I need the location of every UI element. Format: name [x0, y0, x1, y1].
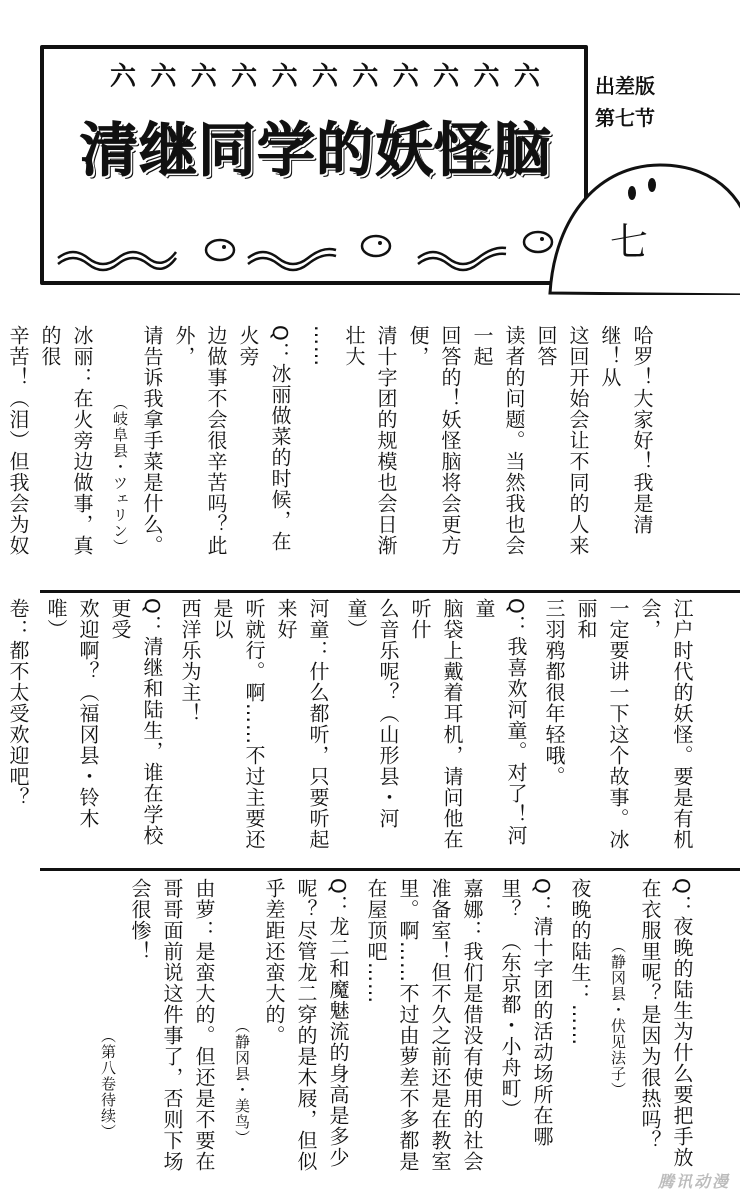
qa-section-1 — [0, 325, 658, 565]
text-column: 哈罗！大家好！我是清继！从 — [598, 325, 654, 535]
chapter-line: 第七节 — [595, 106, 655, 130]
question: Q：清继和陆生，谁在学校更受 — [108, 598, 164, 846]
answer: 听就行。啊……不过主要还是以 — [210, 598, 266, 850]
answer: 三羽鸦都很年轻哦。 — [542, 598, 566, 787]
answer: 西洋乐为主！ — [178, 598, 202, 724]
answer: 夜晚的陆生：…… — [568, 878, 592, 1046]
spacer — [296, 325, 306, 565]
ornament: 六 — [110, 62, 137, 92]
question: 请告诉我拿手菜是什么。 — [140, 325, 164, 556]
question: 呢？尽管龙二穿的是木屐，但似 — [294, 878, 318, 1172]
ornament: 六 — [513, 62, 540, 92]
mascot-mark: 七 — [610, 220, 649, 264]
answer: 河童：什么都听，只要听起来好 — [274, 598, 330, 850]
question: Q：夜晚的陆生为什么要把手放 — [670, 878, 694, 1168]
question: 乎差距还蛮大的。 — [262, 878, 286, 1046]
text-column: 清十字团的规模也会日渐壮大 — [342, 325, 398, 556]
question: Q：清十字团的活动场所在哪 — [530, 878, 554, 1147]
answer: 江户时代的妖怪。要是有机会， — [638, 598, 694, 850]
snake-doodles-icon — [48, 228, 568, 278]
reader-source: （静冈县・美鸟） — [233, 1018, 251, 1146]
section-divider — [40, 590, 740, 593]
ornament: 六 — [473, 62, 500, 92]
question: 脑袋上戴着耳机，请问他在听什 — [408, 598, 464, 850]
qa-section-3 — [92, 878, 698, 1178]
ornament: 六 — [150, 62, 177, 92]
mascot-blob-icon — [540, 125, 740, 295]
question: Q：我喜欢河童。对了！河童 — [472, 598, 528, 846]
ornament: 六 — [311, 62, 338, 92]
answer: 冰丽：在火旁边做事，真的很 — [38, 325, 94, 556]
text-column: …… — [310, 325, 334, 367]
ornament: 六 — [392, 62, 419, 92]
ornament: 六 — [190, 62, 217, 92]
answer: 一定要讲一下这个故事。冰丽和 — [574, 598, 630, 850]
answer: 哥哥面前说这件事了，否则下场 — [160, 878, 184, 1172]
answer: 在屋顶吧…… — [364, 878, 388, 1004]
question: 么音乐呢？（山形县・河童） — [344, 598, 400, 829]
question: Q：冰丽做菜的时候，在火旁 — [236, 325, 292, 552]
ornament: 六 — [352, 62, 379, 92]
title-ornament-row — [110, 64, 540, 90]
question: 欢迎啊？（福冈县・铃木唯） — [44, 598, 100, 829]
question: 边做事不会很辛苦吗？此外， — [172, 325, 228, 556]
ornament: 六 — [271, 62, 298, 92]
page-title: 清继同学的妖怪脑 — [80, 116, 553, 184]
reader-source: （静冈县・伏见法子） — [609, 938, 627, 1098]
answer: 准备室！但不久之前还是在教室 — [428, 878, 452, 1172]
answer: 会很惨！ — [128, 878, 152, 962]
question: 在衣服里呢？是因为很热吗？ — [638, 878, 662, 1151]
question: 里？ （东京都・小舟町） — [498, 878, 522, 1120]
continued-note: （第八卷待续） — [99, 1028, 117, 1140]
text-column: 这回开始会让不同的人来回答 — [534, 325, 590, 556]
answer: 由萝：是蛮大的。但还是不要在 — [192, 878, 216, 1172]
publisher-logo: 腾讯动漫 — [657, 1172, 730, 1191]
text-column: 读者的问题。当然我也会一起 — [470, 325, 526, 556]
reader-source: （岐阜县・ツェリン） — [111, 395, 129, 555]
section-divider — [40, 868, 740, 871]
answer: 卷：都不太受欢迎吧？ — [6, 598, 30, 808]
ornament: 六 — [231, 62, 258, 92]
answer: 嘉娜：我们是借没有使用的社会 — [460, 878, 484, 1172]
qa-section-2 — [0, 598, 698, 860]
answer: 里。啊……不过由萝差不多都是 — [396, 878, 420, 1172]
question: Q：龙二和魔魅流的身高是多少 — [326, 878, 350, 1168]
edition-line: 出差版 — [595, 74, 655, 98]
answer: 辛苦！（泪）但我会为奴 — [6, 325, 30, 556]
ornament: 六 — [433, 62, 460, 92]
text-column: 回答的！妖怪脑将会更方便， — [406, 325, 462, 556]
